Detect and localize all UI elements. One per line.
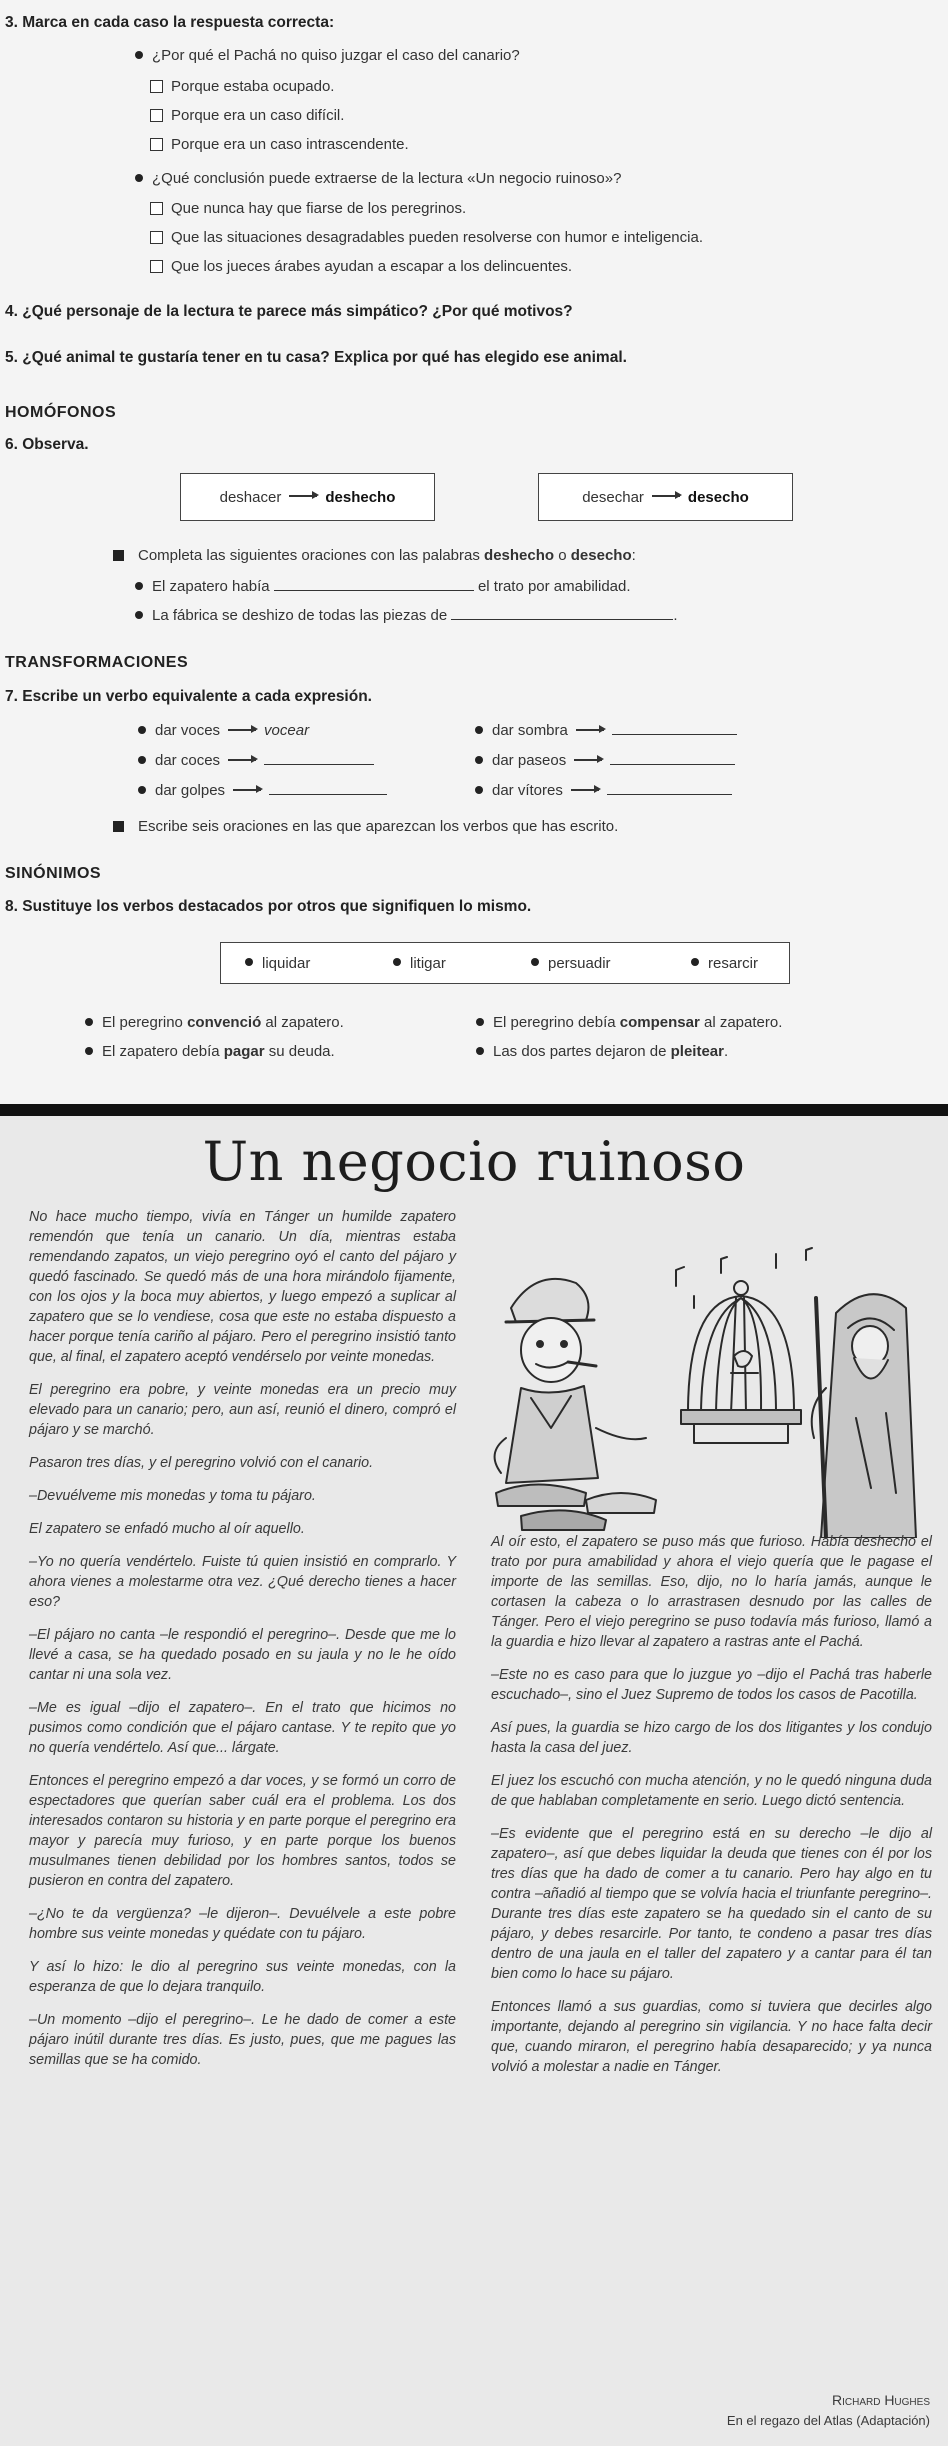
answer-checkbox[interactable] bbox=[150, 260, 163, 273]
paragraph: –Un momento –dijo el peregrino–. Le he dado de comer a este pájaro inútil durante tres días. Es justo, pues, que me pagues las semillas que se ha comido. bbox=[29, 2012, 456, 2068]
square-bullet bbox=[113, 821, 124, 832]
square-bullet bbox=[113, 550, 124, 561]
word-deshecho: deshecho bbox=[484, 547, 555, 564]
highlighted-verb: compensar bbox=[619, 1014, 700, 1031]
bullet bbox=[138, 786, 146, 794]
bullet bbox=[138, 726, 146, 734]
synonym-option: persuadir bbox=[531, 943, 611, 983]
synonym-option: litigar bbox=[393, 943, 446, 983]
paragraph: –¿No te da vergüenza? –le dijeron–. Devuélvele a este pobre hombre sus veinte monedas y quédate con tu pájaro. bbox=[29, 1906, 456, 1942]
derived-word: desecho bbox=[687, 488, 749, 506]
q3-option[interactable]: Porque era un caso difícil. bbox=[150, 107, 344, 124]
shoes bbox=[496, 1485, 656, 1531]
reading-title: Un negocio ruinoso bbox=[202, 1130, 746, 1193]
q7-title: 7. Escribe un verbo equivalente a cada expresión. bbox=[5, 688, 372, 705]
synonym-sentence: El peregrino convenció al zapatero. bbox=[85, 1014, 344, 1031]
synonym-options-box bbox=[220, 942, 790, 984]
arrow-icon bbox=[228, 759, 256, 761]
q3-title: 3. Marca en cada caso la respuesta correcta: bbox=[5, 14, 335, 31]
bullet bbox=[138, 756, 146, 764]
answer-blank[interactable] bbox=[451, 608, 673, 620]
story-illustration bbox=[476, 1238, 946, 1538]
q3-option[interactable]: Que nunca hay que fiarse de los peregrinos. bbox=[150, 200, 466, 217]
answer-vocear: vocear bbox=[264, 722, 310, 739]
answer-checkbox[interactable] bbox=[150, 80, 163, 93]
paragraph: –Yo no quería vendértelo. Fuiste tú quien insistió en comprarlo. Y ahora vienes a molestarme otra vez. ¿Qué derecho tienes a hacer eso? bbox=[29, 1554, 456, 1610]
word-desecho: desecho bbox=[570, 547, 632, 564]
paragraph: Así pues, la guardia se hizo cargo de los dos litigantes y los condujo hasta la casa del juez. bbox=[491, 1720, 932, 1756]
q8-title: 8. Sustituye los verbos destacados por otros que signifiquen lo mismo. bbox=[5, 898, 532, 915]
q3-option[interactable]: Porque estaba ocupado. bbox=[150, 78, 334, 95]
q3-option[interactable]: Porque era un caso intrascendente. bbox=[150, 136, 409, 153]
answer-blank[interactable] bbox=[264, 753, 374, 765]
bullet bbox=[475, 756, 483, 764]
transformaciones-heading: TRANSFORMACIONES bbox=[5, 654, 189, 671]
paragraph: No hace mucho tiempo, vivía en Tánger un humilde zapatero remendón que tenía un canario. Un día, mientras estaba remendando zapatos, un viejo peregrino oyó el canto del pájaro y quedó fascinado. Se quedó más de una hora mirándolo fijamente, con los ojos y la boca muy abiertos, y luego empezó a suplicar al zapatero que se lo vendiese, cosa que este no estaba dispuesto a hacer porque tenía cariño al pájaro. Pero el peregrino insistió tanto que, al final, el zapatero aceptó vendérselo por veinte monedas. bbox=[29, 1209, 456, 1365]
synonym-option: liquidar bbox=[245, 943, 310, 983]
answer-blank[interactable] bbox=[607, 783, 732, 795]
q3-question-2: ¿Qué conclusión puede extraerse de la lectura «Un negocio ruinoso»? bbox=[135, 170, 621, 187]
synonym-sentence: Las dos partes dejaron de pleitear. bbox=[476, 1043, 728, 1060]
arrow-icon bbox=[289, 495, 317, 497]
paragraph: Al oír esto, el zapatero se puso más que furioso. Había deshecho el trato por pura amabilidad y ahora el viejo quería que le pagase el importe de las semillas. Eso, dijo, no lo haría jamás, aunque le cortasen la cabeza o lo arrastrasen desnudo por las calles de Tánger. Pero el viejo peregrino se puso todavía más furioso, llamó a la guardia e hizo llevar al zapatero a rastras ante el Pachá. bbox=[491, 1534, 932, 1650]
arrow-icon bbox=[652, 495, 680, 497]
q3-option[interactable]: Que los jueces árabes ayudan a escapar a los delincuentes. bbox=[150, 258, 572, 275]
arrow-icon bbox=[576, 729, 604, 731]
homofonos-sentence-1: El zapatero había el trato por amabilidad. bbox=[135, 578, 631, 595]
bullet bbox=[135, 174, 143, 182]
answer-checkbox[interactable] bbox=[150, 231, 163, 244]
pilgrim-figure bbox=[812, 1294, 916, 1538]
answer-checkbox[interactable] bbox=[150, 202, 163, 215]
paragraph: El zapatero se enfadó mucho al oír aquello. bbox=[29, 1521, 305, 1537]
paragraph: Y así lo hizo: le dio al peregrino sus veinte monedas, con la esperanza de que lo dejara tranquilo. bbox=[29, 1959, 456, 1995]
highlighted-verb: convenció bbox=[187, 1014, 262, 1031]
synonym-sentence: El zapatero debía pagar su deuda. bbox=[85, 1043, 335, 1060]
exercise-page bbox=[0, 0, 948, 1104]
arrow-icon bbox=[233, 789, 261, 791]
expression-row: dar sombra bbox=[475, 722, 737, 739]
paragraph: –Este no es caso para que lo juzgue yo –dijo el Pachá tras haberle escuchado–, sino el Juez Supremo de todos los casos de Pacotilla. bbox=[491, 1667, 932, 1703]
expression-row: dar vítores bbox=[475, 782, 732, 799]
reading-column-1 bbox=[29, 1207, 456, 2083]
q3-question-1: ¿Por qué el Pachá no quiso juzgar el caso del canario? bbox=[135, 47, 520, 64]
base-verb: desechar bbox=[582, 488, 644, 506]
bullet bbox=[135, 582, 143, 590]
source-title: En el regazo del Atlas (Adaptación) bbox=[726, 2413, 930, 2428]
q3-option[interactable]: Que las situaciones desagradables pueden resolverse con humor e inteligencia. bbox=[150, 229, 703, 246]
arrow-icon bbox=[574, 759, 602, 761]
answer-blank[interactable] bbox=[610, 753, 735, 765]
answer-checkbox[interactable] bbox=[150, 109, 163, 122]
answer-blank[interactable] bbox=[269, 783, 387, 795]
answer-blank[interactable] bbox=[274, 579, 474, 591]
q5-title: 5. ¿Qué animal te gustaría tener en tu casa? Explica por qué has elegido ese animal. bbox=[5, 349, 627, 366]
paragraph: –Es evidente que el peregrino está en su derecho –le dijo al zapatero–, así que debes liquidar la deuda que tienes con él por los tres días que ha dado de comer a tu canario. Pero hay algo en tu contra –añadió al tiempo que se volvía hacia el triunfante peregrino–. Durante tres días este zapatero se ha quedado sin el canto de su pájaro, y debes resarcirle. Por tanto, te condeno a pasar tres días dentro de una jaula en el taller del zapatero y a cantar para él tan bien como lo hace su pájaro. bbox=[491, 1826, 932, 1982]
highlighted-verb: pagar bbox=[223, 1043, 265, 1060]
answer-checkbox[interactable] bbox=[150, 138, 163, 151]
paragraph: –Me es igual –dijo el zapatero–. En el trato que hicimos no pusimos como condición que el pájaro cantase. Y te repito que yo no quería vendértelo. Así que... lárgate. bbox=[29, 1700, 456, 1756]
homofonos-instruction: Completa las siguientes oraciones con las palabras deshecho o desecho: bbox=[113, 547, 636, 564]
expression-row: dar golpes bbox=[138, 782, 387, 799]
bullet bbox=[135, 51, 143, 59]
bullet bbox=[475, 726, 483, 734]
homophone-box-2 bbox=[538, 473, 793, 521]
expression-row: dar paseos bbox=[475, 752, 735, 769]
arrow-icon bbox=[571, 789, 599, 791]
bullet bbox=[135, 611, 143, 619]
paragraph: –Devuélveme mis monedas y toma tu pájaro. bbox=[29, 1488, 316, 1504]
expression-row: dar voces vocear bbox=[138, 722, 309, 739]
shoemaker-figure bbox=[495, 1279, 646, 1483]
reading-page bbox=[0, 1116, 948, 2446]
arrow-icon bbox=[228, 729, 256, 731]
paragraph: Entonces el peregrino empezó a dar voces, y se formó un corro de espectadores que querían saber cuál era el problema. Los dos interesados contaron su historia y en parte porque el peregrino era mayor y parecía muy furioso, y en parte porque los buenos musulmanes tienen debilidad por los hombres santos, todos se pusieron en contra del zapatero. bbox=[29, 1773, 456, 1889]
page-separator bbox=[0, 1104, 948, 1116]
highlighted-verb: pleitear bbox=[670, 1043, 724, 1060]
paragraph: Entonces llamó a sus guardias, como si tuviera que decirles algo importante, dejando al peregrino sin vigilancia. Y no hace falta decir que, cuando miraron, el peregrino había desaparecido; y ya nunca volvió a molestar a nadie en Tánger. bbox=[491, 1999, 932, 2075]
paragraph: El peregrino era pobre, y veinte monedas era un precio muy elevado para un canario; pero, aun así, reunió el dinero, compró el pájaro y se marchó. bbox=[29, 1382, 456, 1438]
synonym-option: resarcir bbox=[691, 943, 758, 983]
paragraph: El juez los escuchó con mucha atención, y no le quedó ninguna duda de que hablaban completamente en serio. Luego dictó sentencia. bbox=[491, 1773, 932, 1809]
homofonos-heading: HOMÓFONOS bbox=[5, 404, 117, 421]
base-verb: deshacer bbox=[219, 488, 282, 506]
expression-row: dar coces bbox=[138, 752, 374, 769]
derived-word: deshecho bbox=[325, 488, 396, 506]
synonym-sentence: El peregrino debía compensar al zapatero. bbox=[476, 1014, 782, 1031]
paragraph: Pasaron tres días, y el peregrino volvió con el canario. bbox=[29, 1455, 374, 1471]
answer-blank[interactable] bbox=[612, 723, 737, 735]
bullet bbox=[475, 786, 483, 794]
transformaciones-instruction: Escribe seis oraciones en las que aparezcan los verbos que has escrito. bbox=[113, 818, 618, 835]
reading-column-2 bbox=[491, 1532, 932, 2090]
q6-title: 6. Observa. bbox=[5, 436, 89, 453]
sinonimos-heading: SINÓNIMOS bbox=[5, 865, 102, 882]
homophone-box-1 bbox=[180, 473, 435, 521]
homofonos-sentence-2: La fábrica se deshizo de todas las piezas de . bbox=[135, 607, 678, 624]
paragraph: –El pájaro no canta –le respondió el peregrino–. Desde que me lo llevé a casa, se ha quedado posado en su jaula y no le he oído cantar ni una sola vez. bbox=[29, 1627, 456, 1683]
author-name: Richard Hughes bbox=[831, 2392, 930, 2408]
q4-title: 4. ¿Qué personaje de la lectura te parece más simpático? ¿Por qué motivos? bbox=[5, 303, 573, 320]
birdcage bbox=[681, 1281, 801, 1443]
